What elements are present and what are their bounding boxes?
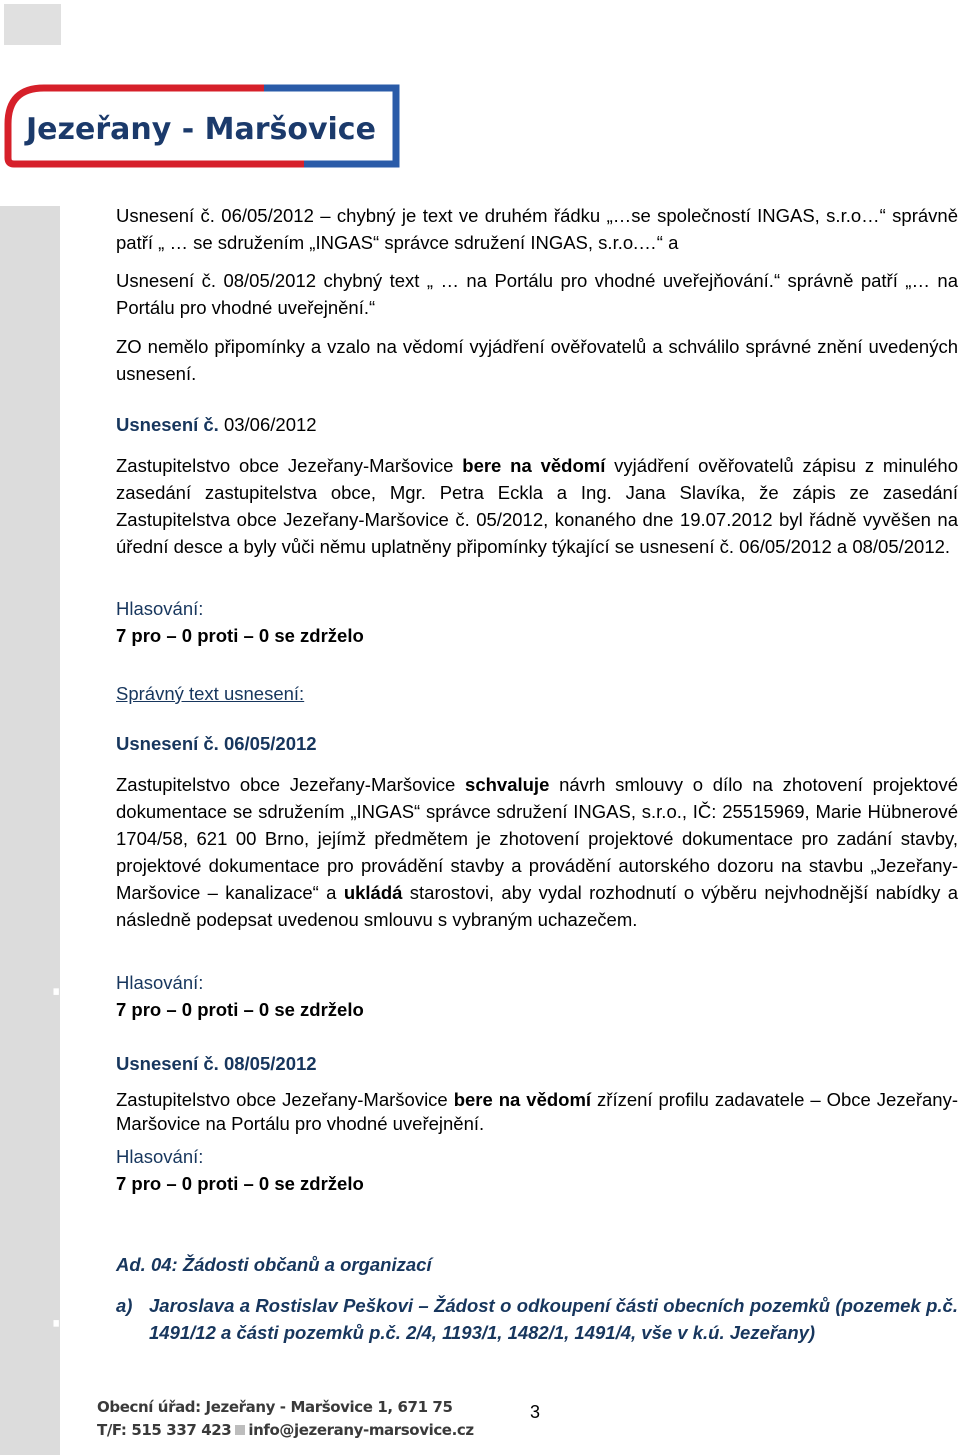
municipality-logo bbox=[4, 84, 400, 168]
resolution-1-lead: Zastupitelstvo obce Jezeřany-Maršovice bbox=[116, 455, 463, 476]
errata-paragraph-3: ZO nemělo připomínky a vzalo na vědomí vyjádření ověřovatelů a schválilo správné znění uvedených usnesení. bbox=[116, 336, 958, 384]
resolution-1-vote: 7 pro – 0 proti – 0 se zdrželo bbox=[116, 625, 364, 646]
resolution-1-bold: bere na vědomí bbox=[462, 455, 606, 476]
section-heading: Ad. 04: Žádosti občanů a organizací bbox=[116, 1254, 432, 1275]
resolution-2-vote: 7 pro – 0 proti – 0 se zdrželo bbox=[116, 999, 364, 1020]
resolution-2-tail: starostovi, aby vydal rozhodnutí o výběru nejvhodnější nabídky a následně podepsat uvedenou smlouvu s vybraným uchazečem. bbox=[116, 882, 958, 930]
resolution-1-title-prefix: Usnesení č. bbox=[116, 414, 219, 435]
resolution-3-vote: 7 pro – 0 proti – 0 se zdrželo bbox=[116, 1173, 364, 1194]
resolution-2-bold-1: schvaluje bbox=[465, 774, 550, 795]
errata-paragraph-1: Usnesení č. 06/05/2012 – chybný je text ve druhém řádku „…se společností INGAS, s.r.o…“ správně patří „ … se sdružením „INGAS“ správce sdružení INGAS, s.r.o.…“ a bbox=[116, 205, 958, 253]
resolution-2-vote-label: Hlasování: bbox=[116, 972, 204, 993]
page-number: 3 bbox=[530, 1402, 541, 1422]
section-item-text: Jaroslava a Rostislav Peškovi – Žádost o odkoupení části obecních pozemků (pozemek p.č. 1491/12 a části pozemků p.č. 2/4, 1193/1, 1482/1, 1491/4, vše v k.ú. Jezeřany) bbox=[149, 1295, 958, 1343]
resolution-3-text bbox=[116, 1088, 958, 1136]
footer-contact bbox=[97, 1421, 474, 1439]
corner-box bbox=[4, 4, 61, 45]
logo-text: Jezeřany - Maršovice bbox=[26, 112, 376, 147]
resolution-2-text bbox=[116, 771, 958, 933]
resolution-3-rest: zřízení profilu zadavatele – Obce Jezeřany-Maršovice na Portálu pro vhodné uveřejnění. bbox=[116, 1089, 958, 1134]
footer-address: Obecní úřad: Jezeřany - Maršovice 1, 671 75 bbox=[97, 1398, 453, 1416]
resolution-1-rest: vyjádření ověřovatelů zápisu z minulého zasedání zastupitelstva obce, Mgr. Petra Eckla a Ing. Jana Slavíka, že zápis ze zasedání Zastupitelstva obce Jezeřany-Maršovice č. 05/2012, konaného dne 19.07.2012 byl řádně vyvěšen na úřední desce a byly vůči němu uplatněny připomínky týkající se usnesení č. 06/05/2012 a 08/05/2012. bbox=[116, 455, 958, 557]
resolution-3-lead: Zastupitelstvo obce Jezeřany-Maršovice bbox=[116, 1089, 454, 1110]
footer-separator-square bbox=[235, 1425, 245, 1435]
resolution-3-bold: bere na vědomí bbox=[453, 1089, 592, 1110]
resolution-3-vote-label: Hlasování: bbox=[116, 1146, 204, 1167]
resolution-1-vote-label: Hlasování: bbox=[116, 598, 204, 619]
errata-paragraph-2: Usnesení č. 08/05/2012 chybný text „ … na Portálu pro vhodné uveřejňování.“ správně patří „… na Portálu pro vhodné uveřejnění.“ bbox=[116, 270, 958, 318]
footer-phone: T/F: 515 337 423 bbox=[97, 1421, 232, 1439]
resolution-2-middle: návrh smlouvy o dílo na zhotovení projektové dokumentace se sdružením „INGAS“ správce sdružení INGAS, s.r.o., IČ: 25515969, Marie Hübnerové 1704/58, 621 00 Brno, jejímž předmětem je zhotovení projektové dokumentace pro zadání stavby, projektové dokumentace pro provádění stavby a provádění autorského dozoru na stavbu „Jezeřany-Maršovice – kanalizace“ a bbox=[116, 774, 958, 903]
resolution-2-bold-2: ukládá bbox=[343, 882, 403, 903]
resolution-1-text bbox=[116, 452, 958, 560]
resolution-2-lead: Zastupitelstvo obce Jezeřany-Maršovice bbox=[116, 774, 466, 795]
sidebar-url: www.jezerany-marsovice.cz bbox=[48, 886, 91, 1440]
resolution-1-title bbox=[116, 414, 317, 436]
resolution-2-title: Usnesení č. 06/05/2012 bbox=[116, 733, 317, 754]
resolution-3-title: Usnesení č. 08/05/2012 bbox=[116, 1053, 317, 1074]
resolution-1-title-number: 03/06/2012 bbox=[218, 414, 317, 435]
footer-email[interactable]: info@jezerany-marsovice.cz bbox=[248, 1421, 474, 1439]
correct-text-label: Správný text usnesení: bbox=[116, 683, 305, 704]
section-item-marker: a) bbox=[116, 1295, 133, 1316]
